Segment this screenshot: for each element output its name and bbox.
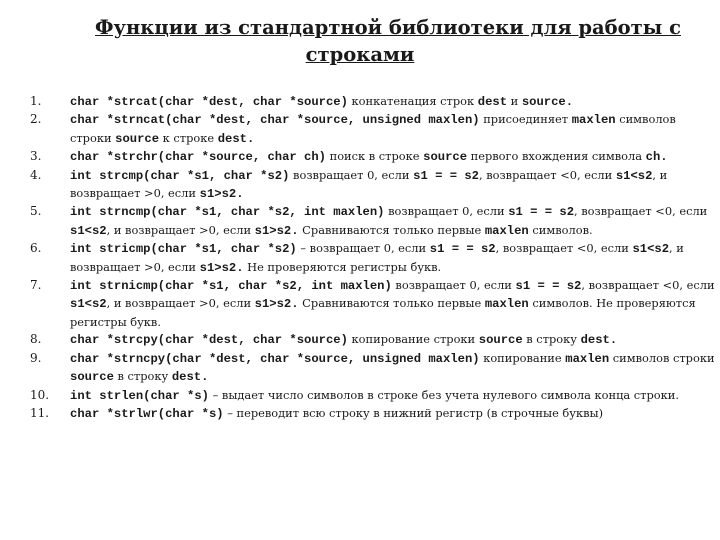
title-line-1: Функции из стандартной библиотеки для работы с <box>95 16 681 39</box>
code-fragment: source. <box>521 95 574 109</box>
list-item <box>0 405 720 423</box>
list-item <box>0 240 720 277</box>
function-list <box>0 93 720 423</box>
code-fragment: char *strlwr(char *s) <box>70 406 224 421</box>
code-fragment: s1>s2. <box>199 187 244 202</box>
code-fragment: ch. <box>645 150 668 165</box>
description-text: к строке <box>159 130 218 145</box>
list-item-number: 1. <box>30 94 42 108</box>
code-fragment: s1 = = s2 <box>508 205 575 220</box>
list-item <box>0 331 720 349</box>
code-fragment: s1<s2 <box>632 242 670 257</box>
code-fragment: s1<s2 <box>70 297 107 312</box>
description-text: Не проверяются регистры букв. <box>243 259 442 274</box>
list-item-number: 9. <box>30 350 42 365</box>
code-fragment: s1>s2. <box>254 297 299 312</box>
description-text: , возвращает <0, если <box>581 278 715 293</box>
page-title <box>0 14 720 68</box>
description-text: в строку <box>522 332 581 347</box>
code-fragment: s1>s2. <box>199 260 244 275</box>
code-fragment: source <box>70 370 114 385</box>
description-text: символов строки <box>609 350 715 365</box>
description-text: возвращает 0, если <box>384 204 509 219</box>
description-text: в строку <box>113 369 172 384</box>
list-item-number: 10. <box>30 387 50 402</box>
description-text: символов. <box>528 222 593 237</box>
code-fragment: dest. <box>217 131 255 146</box>
list-item-number: 2. <box>30 112 42 127</box>
list-item-number: 3. <box>30 149 42 164</box>
list-item-number: 8. <box>30 332 42 347</box>
list-item <box>0 203 720 240</box>
code-fragment: s1 = = s2 <box>515 279 582 294</box>
description-text: , возвращает <0, если <box>574 204 708 219</box>
code-fragment: int strncmp(char *s1, char *s2, int maxlen) <box>70 205 385 220</box>
list-item-number: 11. <box>30 405 50 420</box>
list-item-number: 5. <box>30 204 42 219</box>
code-fragment: char *strncpy(char *dest, char *source, unsigned maxlen) <box>70 351 480 366</box>
list-item <box>0 167 720 204</box>
description-text: , и возвращает >0, если <box>70 241 684 274</box>
code-fragment: source <box>478 333 523 348</box>
description-text: , и возвращает >0, если <box>106 222 255 237</box>
code-fragment: int stricmp(char *s1, char *s2) <box>70 242 297 257</box>
description-text: – переводит всю строку в нижний регистр (в строчные буквы) <box>223 405 604 420</box>
description-text: , и возвращает >0, если <box>70 167 668 201</box>
description-text: возвращает 0, если <box>289 167 414 182</box>
code-fragment: source <box>423 150 468 165</box>
code-fragment: maxlen <box>571 113 616 128</box>
code-fragment: s1 = = s2 <box>413 168 479 183</box>
list-item <box>0 387 720 405</box>
description-text: возвращает 0, если <box>391 278 516 293</box>
description-text: поиск в строке <box>325 149 424 164</box>
description-text: , возвращает <0, если <box>478 167 616 182</box>
description-text: Сравниваются только первые <box>298 222 485 237</box>
description-text: Сравниваются только первые <box>298 296 485 311</box>
code-fragment: source <box>115 131 160 146</box>
description-text: первого вхождения символа <box>467 149 646 164</box>
list-item-number: 7. <box>30 278 42 293</box>
list-item <box>0 148 720 166</box>
code-fragment: s1<s2 <box>615 168 653 183</box>
code-fragment: dest <box>477 95 508 109</box>
list-item <box>0 111 720 148</box>
list-item <box>0 277 720 331</box>
description-text: символов строки <box>70 112 676 145</box>
description-text: копирование <box>479 350 566 365</box>
code-fragment: int strlen(char *s) <box>70 388 209 403</box>
code-fragment: maxlen <box>565 351 610 366</box>
description-text: символов. Не проверяются регистры букв. <box>70 296 696 329</box>
description-text: конкатенация строк <box>347 94 478 108</box>
code-fragment: maxlen <box>484 297 529 312</box>
list-item-number: 6. <box>30 241 42 256</box>
title-line-2: строками <box>305 43 415 66</box>
code-fragment: char *strcat(char *dest, char *source) <box>70 95 348 109</box>
code-fragment: s1<s2 <box>70 223 107 238</box>
description-text: – возвращает 0, если <box>296 241 430 256</box>
list-item <box>0 350 720 387</box>
code-fragment: s1 = = s2 <box>429 242 496 257</box>
code-fragment: int strnicmp(char *s1, char *s2, int maxlen) <box>70 279 392 294</box>
description-text: , и возвращает >0, если <box>106 296 255 311</box>
description-text: – выдает число символов в строке без учета нулевого символа конца строки. <box>208 387 679 402</box>
description-text: , возвращает <0, если <box>495 241 633 256</box>
list-item-number: 4. <box>30 167 42 182</box>
description-text: копирование строки <box>347 332 479 347</box>
code-fragment: maxlen <box>484 223 529 238</box>
code-fragment: char *strncat(char *dest, char *source, unsigned maxlen) <box>70 113 480 128</box>
code-fragment: dest. <box>580 333 618 348</box>
description-text: и <box>507 94 522 108</box>
code-fragment: s1>s2. <box>254 223 299 238</box>
code-fragment: char *strcpy(char *dest, char *source) <box>70 333 348 348</box>
code-fragment: char *strchr(char *source, char ch) <box>70 150 326 165</box>
code-fragment: int strcmp(char *s1, char *s2) <box>70 168 290 183</box>
description-text: присоединяет <box>479 112 572 127</box>
list-item <box>0 93 720 111</box>
code-fragment: dest. <box>171 370 209 385</box>
